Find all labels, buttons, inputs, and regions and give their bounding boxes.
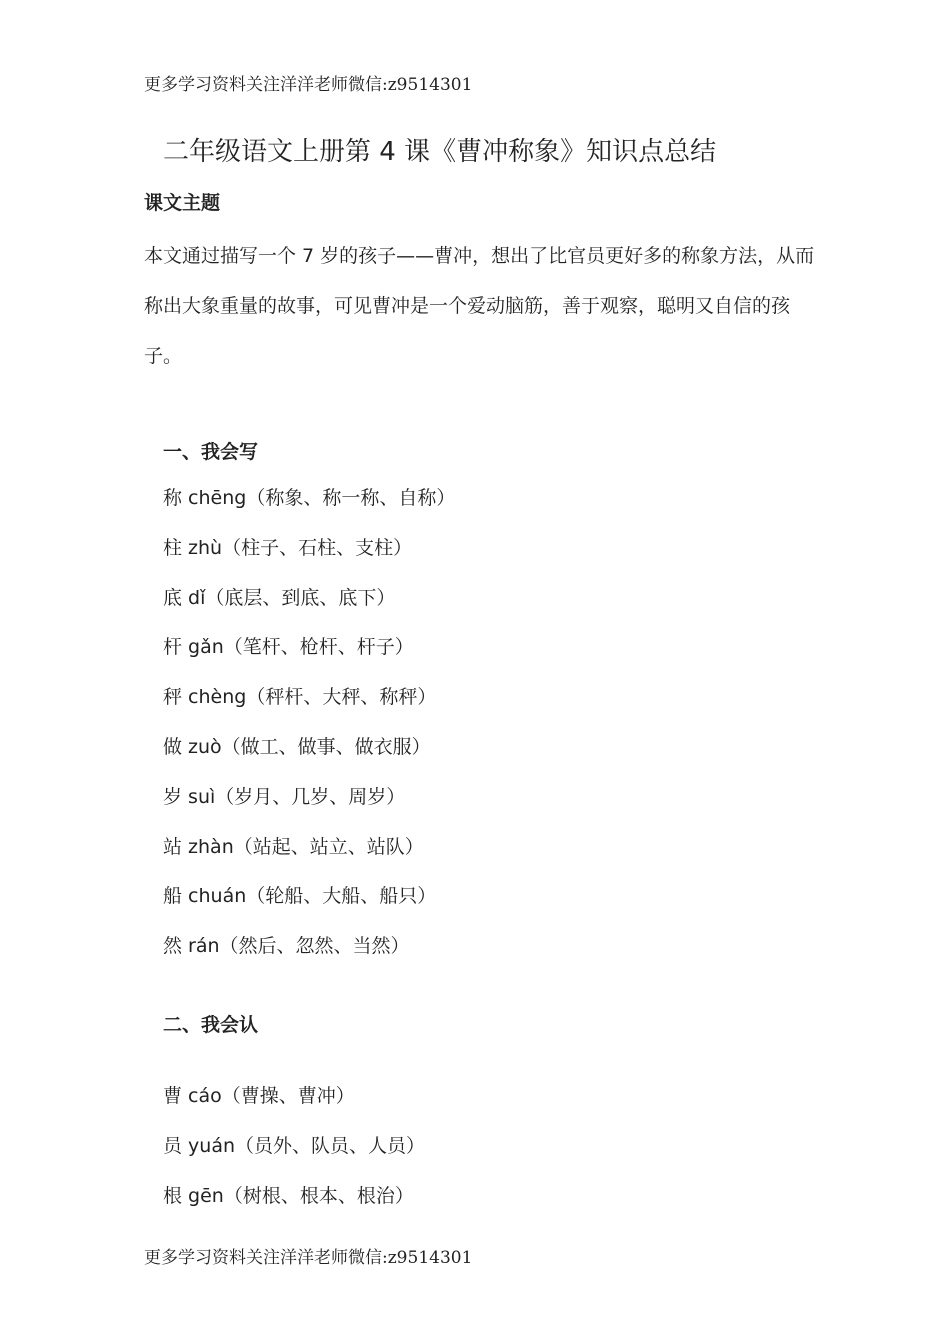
- write-char-item: 船 chuán（轮船、大船、船只）: [163, 885, 437, 908]
- read-char-list: [163, 1072, 425, 1221]
- write-char-item: 然 rán（然后、忽然、当然）: [163, 935, 410, 958]
- write-char-item: 秤 chèng（秤杆、大秤、称秤）: [163, 686, 437, 709]
- write-char-item: 做 zuò（做工、做事、做衣服）: [163, 735, 431, 758]
- write-char-list: [163, 474, 455, 972]
- write-char-item: 杆 gǎn（笔杆、枪杆、杆子）: [163, 636, 414, 659]
- write-char-item: 柱 zhù（柱子、石柱、支柱）: [163, 536, 413, 559]
- theme-heading: 课文主题: [144, 192, 221, 214]
- write-char-item: 底 dǐ（底层、到底、底下）: [163, 586, 396, 609]
- footer-note: 更多学习资料关注洋洋老师微信:z9514301: [144, 1248, 473, 1268]
- theme-paragraph: 本文通过描写一个 7 岁的孩子——曹冲，想出了比官员更好多的称象方法，从而称出大象重量的故事，可见曹冲是一个爱动脑筋，善于观察，聪明又自信的孩子。: [144, 245, 815, 367]
- header-note: 更多学习资料关注洋洋老师微信:z9514301: [144, 75, 473, 95]
- read-section-heading: 二、我会认: [163, 1014, 259, 1036]
- read-char-item: 曹 cáo（曹操、曹冲）: [163, 1085, 355, 1107]
- write-char-item: 站 zhàn（站起、站立、站队）: [163, 835, 424, 858]
- write-section-heading: 一、我会写: [163, 441, 259, 463]
- read-char-item: 根 gēn（树根、根本、根治）: [163, 1184, 414, 1207]
- write-char-item: 称 chēng（称象、称一称、自称）: [163, 487, 456, 509]
- page-title: 二年级语文上册第 4 课《曹冲称象》知识点总结: [163, 137, 717, 167]
- read-char-item: 员 yuán（员外、队员、人员）: [163, 1134, 426, 1157]
- write-char-item: 岁 suì（岁月、几岁、周岁）: [163, 785, 406, 808]
